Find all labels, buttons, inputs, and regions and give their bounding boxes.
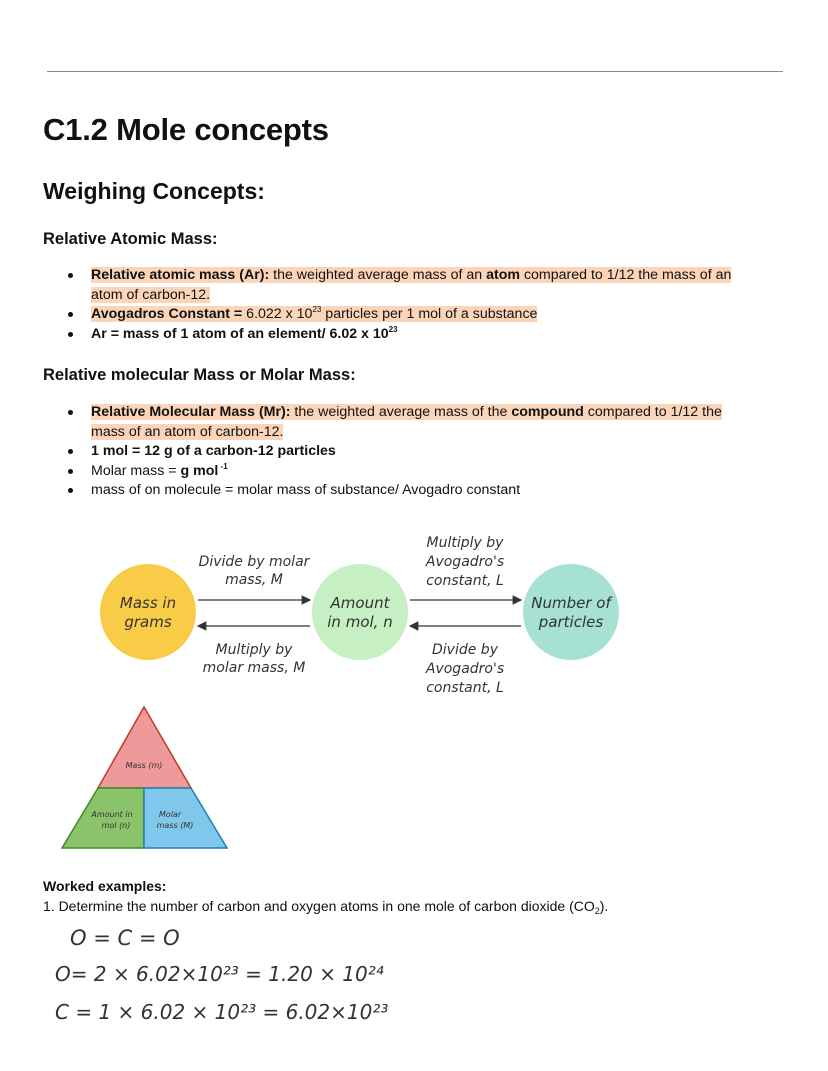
particles-label-line2: particles — [538, 613, 604, 631]
divide-avogadro-label-line2: Avogadro's — [425, 661, 505, 677]
triangle-mass-label: Mass (m) — [125, 761, 163, 770]
handwritten-oxygen-calc: O= 2 × 6.02×10²³ = 1.20 × 10²⁴ — [55, 962, 384, 986]
triangle-amount-label-line2: mol (n) — [101, 821, 131, 830]
amount-label-line2: in mol, n — [327, 613, 393, 631]
handwritten-structure: O = C = O — [70, 926, 180, 950]
term: Relative atomic mass (Ar): — [91, 267, 270, 283]
triangle-amount-label-line1: Amount in — [91, 810, 133, 819]
multiply-molar-label-line2: molar mass, M — [202, 660, 306, 676]
multiply-avogadro-label-line2: Avogadro's — [425, 554, 505, 570]
list-item: 1 mol = 12 g of a carbon-12 particles — [91, 442, 771, 462]
ram-heading: Relative Atomic Mass: — [43, 230, 218, 248]
divide-avogadro-label-line3: constant, L — [426, 680, 504, 696]
mass-circle — [100, 564, 196, 660]
multiply-avogadro-label-line3: constant, L — [426, 573, 504, 589]
divide-avogadro-label-line1: Divide by — [432, 642, 498, 658]
list-item: Avogadros Constant = 6.022 x $10^{23}$ particles per 1 mol of a substance — [91, 305, 771, 325]
divide-molar-label-line1: Divide by molar — [198, 554, 310, 570]
triangle-mass-section — [98, 707, 191, 788]
triangle-molar-section — [144, 788, 227, 848]
triangle-molar-label-line1: Molar — [158, 810, 182, 819]
multiply-avogadro-label-line1: Multiply by — [426, 535, 504, 551]
amount-circle — [312, 564, 408, 660]
particles-circle — [523, 564, 619, 660]
multiply-molar-label-line1: Multiply by — [215, 642, 293, 658]
page-title: C1.2 Mole concepts — [43, 112, 329, 147]
triangle-molar-label-line2: mass (M) — [156, 821, 194, 830]
section-heading: Weighing Concepts: — [43, 178, 265, 204]
list-item: Molar mass = g mol $^{-1}$ — [91, 462, 771, 482]
worked-examples-heading: Worked examples: — [43, 878, 167, 894]
list-item: mass of on molecule = molar mass of substance/ Avogadro constant — [91, 481, 771, 501]
list-item: Relative atomic mass (Ar): the weighted average mass of an atom compared to 1/12 the mass of an atom of carbon-12. — [91, 266, 771, 305]
handwritten-carbon-calc: C = 1 × 6.02 × 10²³ = 6.02×10²³ — [55, 1000, 389, 1024]
rmm-heading: Relative molecular Mass or Molar Mass: — [43, 366, 356, 384]
term: Relative Molecular Mass (Mr): — [91, 404, 291, 420]
list-item: Relative Molecular Mass (Mr): the weighted average mass of the compound compared to 1/12 the mass of an atom of carbon-12. — [91, 403, 771, 442]
mass-label-line1: Mass in — [119, 594, 177, 612]
particles-label-line1: Number of — [531, 594, 611, 612]
mass-label-line2: grams — [124, 613, 172, 631]
divide-molar-label-line2: mass, M — [225, 572, 283, 588]
worked-question-1: 1. Determine the number of carbon and oxygen atoms in one mole of carbon dioxide $(CO_2)$. — [43, 898, 609, 916]
amount-label-line1: Amount — [330, 594, 390, 612]
term: Avogadros Constant = — [91, 306, 243, 322]
list-item: Ar = mass of 1 atom of an element/ 6.02 x $10^{23}$ — [91, 325, 771, 345]
